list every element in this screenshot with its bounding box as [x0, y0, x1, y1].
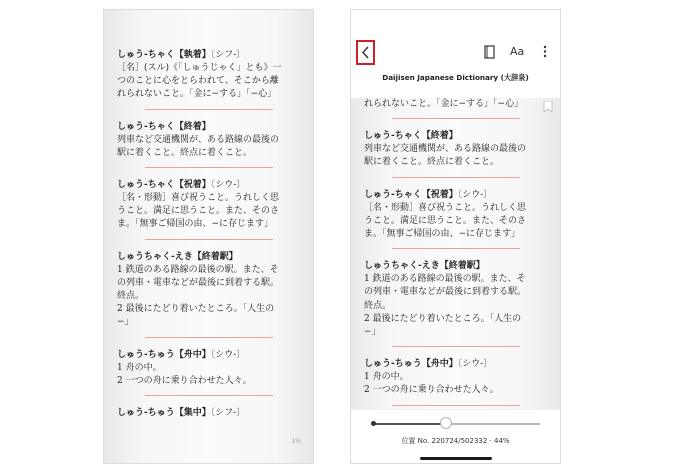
entry-text-line: 1 鉄道のある路線の最後の駅。また、そ — [117, 264, 279, 275]
entry-text-line: の列車・電車などが最後に到着する駅。 — [364, 287, 527, 298]
entry-text-line: れられないこと。「金に−する」「−心」 — [117, 89, 277, 100]
page-indicator: 1% — [291, 438, 301, 445]
dictionary-entry — [117, 120, 300, 160]
entry-pron: 〔シウ-〕 — [457, 359, 493, 370]
entry-divider — [392, 405, 520, 406]
entry-pron: 〔シフ-〕 — [210, 408, 246, 419]
entry-headword — [117, 48, 300, 62]
entry-text-line: 2 一つの舟に乗り合わせた人々。 — [117, 375, 252, 386]
entry-divider — [145, 395, 273, 396]
entry-pron: 〔シウ-〕 — [210, 180, 246, 191]
reader-toolbar — [351, 10, 560, 98]
entry-headword — [364, 259, 547, 273]
dictionary-entry — [117, 178, 300, 232]
entry-text-line: 駅に着くこと。終点に着くこと。 — [364, 157, 500, 168]
entry-headword — [117, 250, 300, 264]
entry-reading: しゅう-ちゃく — [117, 180, 175, 191]
entry-text-line: ま。「無事ご帰国の由、−に存じます」 — [364, 229, 521, 240]
entry-text-line: うこと。満足に思うこと。また、そのさ — [117, 206, 280, 217]
entry-divider — [392, 346, 520, 347]
entry-text-line: 終点。 — [364, 300, 392, 311]
font-settings-label: Aa — [510, 45, 525, 58]
dictionary-entry — [364, 259, 547, 339]
progress-fill — [373, 423, 446, 425]
entry-text-line: ま。「無事ご帰国の由、−に存じます」 — [117, 219, 274, 230]
entry-pron: 〔シウ-〕 — [210, 349, 246, 360]
reader-page-left — [103, 9, 314, 464]
entry-divider — [392, 177, 520, 178]
entry-pron: 〔シフ-〕 — [210, 50, 246, 60]
entry-text-line: 終点。 — [117, 291, 145, 302]
entry-reading: しゅうちゃく-えき — [117, 251, 193, 262]
back-button[interactable] — [356, 40, 375, 65]
entry-headword — [364, 357, 547, 371]
reader-page-right — [350, 9, 561, 464]
dictionary-entry — [364, 357, 547, 397]
entry-text-line: 1 舟の中。 — [117, 362, 162, 373]
bookmark-button[interactable] — [484, 45, 495, 59]
entry-divider — [392, 118, 520, 119]
entry-pron: 〔シウ-〕 — [457, 189, 493, 200]
entry-headword — [117, 120, 300, 134]
entry-text-line: 列車など交通機関が、ある路線の最後の — [117, 134, 280, 145]
entry-divider — [145, 167, 273, 168]
dictionary-entry — [117, 406, 300, 420]
slider-thumb[interactable] — [440, 417, 452, 429]
entry-headword — [364, 129, 547, 143]
entry-text-line: 1 舟の中。 — [364, 372, 409, 383]
more-options-button[interactable] — [543, 45, 547, 58]
font-settings-button[interactable] — [510, 45, 524, 59]
entry-divider — [145, 239, 273, 240]
entry-text-line: れられないこと。「金に−する」「−心」 — [364, 99, 524, 109]
entry-text-line: 2 一つの舟に乗り合わせた人々。 — [364, 385, 499, 396]
entry-reading: しゅう-ちゃく — [364, 131, 422, 142]
home-indicator — [420, 457, 492, 460]
entry-text-line: ［名・形動］喜び祝うこと。うれしく思 — [117, 193, 280, 204]
entry-text-line: 駅に着くこと。終点に着くこと。 — [117, 147, 253, 158]
bookmark-corner-icon — [543, 101, 553, 113]
entry-kanji: 【終着駅】 — [439, 261, 485, 272]
bookmark-outline-icon — [484, 45, 495, 59]
entry-text-line: 2 最後にたどり着いたところ。「人生の — [117, 304, 275, 315]
entry-headword — [117, 348, 300, 362]
entry-text-line: ［名］(スル)《「しゅうじゃく」とも》一 — [117, 63, 282, 73]
entry-reading: しゅう-ちゃく — [117, 121, 175, 132]
chevron-left-icon — [361, 46, 370, 59]
progress-bar-panel — [351, 409, 560, 463]
entry-text-line: つのことに心をとらわれて、そこから離 — [117, 76, 279, 87]
entry-text-line: −」 — [364, 327, 381, 338]
dictionary-content — [364, 98, 547, 416]
entry-kanji: 【執着】 — [174, 50, 211, 60]
entry-reading: しゅう-ちゃく — [117, 50, 175, 60]
dictionary-entry — [117, 48, 300, 102]
book-title: Daijisen Japanese Dictionary (大辞泉) — [382, 73, 529, 82]
entry-reading: しゅうちゃく-えき — [364, 261, 440, 272]
entry-kanji: 【祝着】 — [174, 180, 211, 191]
entry-divider — [145, 109, 273, 110]
entry-headword — [364, 188, 547, 202]
entry-headword — [117, 406, 300, 420]
entry-kanji: 【祝着】 — [421, 189, 458, 200]
dictionary-content — [117, 48, 300, 420]
dictionary-entry — [117, 348, 300, 388]
entry-kanji: 【終着】 — [421, 131, 458, 142]
entry-kanji: 【終着】 — [174, 121, 211, 132]
dictionary-entry — [117, 250, 300, 330]
dictionary-entry — [364, 188, 547, 242]
entry-kanji: 【終着駅】 — [192, 251, 238, 262]
entry-text-line: 列車など交通機関が、ある路線の最後の — [364, 144, 527, 155]
location-text: 位置 No. 220724/502332 · 44% — [401, 437, 510, 445]
progress-slider[interactable] — [373, 423, 540, 425]
page-bookmark-tab[interactable] — [543, 98, 553, 117]
entry-text-line: −」 — [117, 317, 134, 328]
entry-text-line: の列車・電車などが最後に到着する駅。 — [117, 277, 280, 288]
entry-reading: しゅう-ちゅう — [364, 359, 422, 370]
entry-reading: しゅう-ちゅう — [117, 408, 175, 419]
slider-start-dot — [371, 421, 376, 426]
entry-text-line: 2 最後にたどり着いたところ。「人生の — [364, 313, 522, 324]
entry-text-line: ［名・形動］喜び祝うこと。うれしく思 — [364, 202, 527, 213]
more-vertical-icon — [543, 45, 547, 58]
entry-text-line: うこと。満足に思うこと。また、そのさ — [364, 215, 527, 226]
entry-divider — [392, 248, 520, 249]
entry-kanji: 【集中】 — [174, 408, 211, 419]
entry-reading: しゅう-ちゅう — [117, 349, 175, 360]
entry-kanji: 【舟中】 — [174, 349, 211, 360]
entry-reading: しゅう-ちゃく — [364, 189, 422, 200]
dictionary-entry — [364, 129, 547, 169]
entry-headword — [117, 178, 300, 192]
entry-kanji: 【舟中】 — [421, 359, 458, 370]
entry-text-line: 1 鉄道のある路線の最後の駅。また、そ — [364, 274, 526, 285]
entry-divider — [145, 337, 273, 338]
